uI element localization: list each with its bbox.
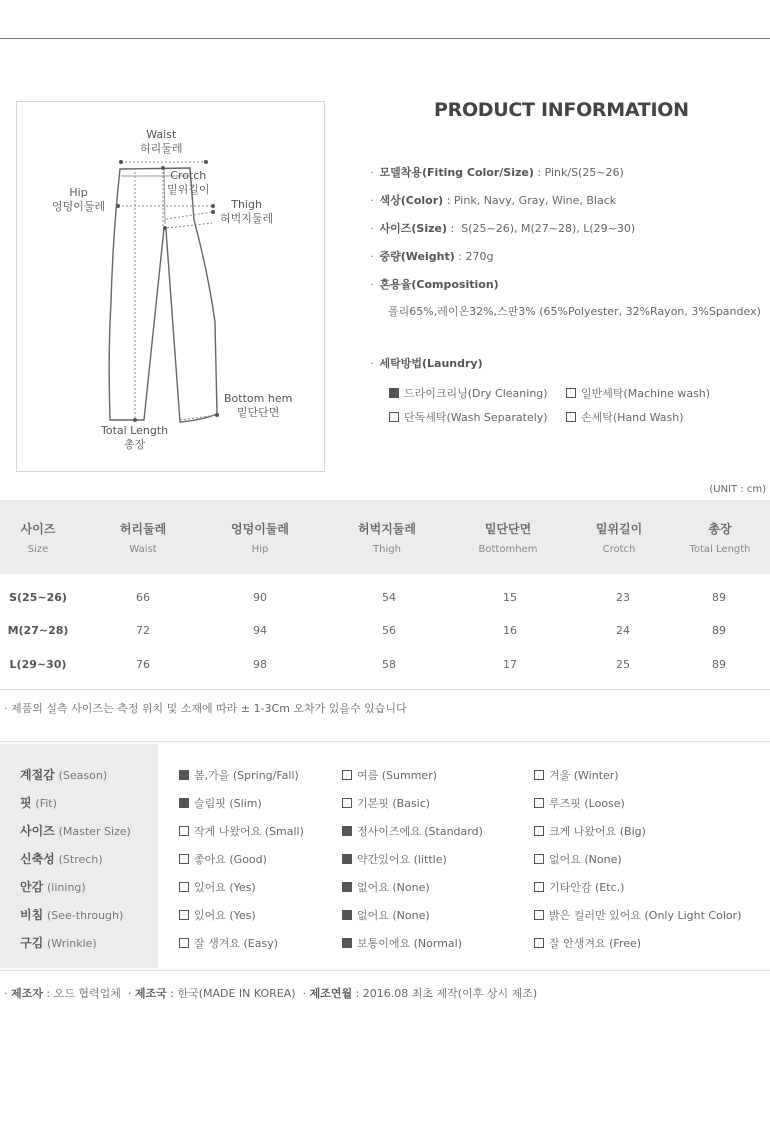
bottom-hem-label: Bottom hem 밑단단면 [224, 392, 293, 419]
attr-option: 정사이즈에요 (Standard) [342, 823, 483, 839]
crotch-label: Crotch 밑위길이 [167, 169, 210, 196]
info-row-composition: · 혼용율(Composition) [370, 278, 499, 291]
header-bottomhem: 밑단단면 Bottomhem [478, 522, 538, 555]
checkbox-empty-icon [534, 826, 544, 836]
checkbox-empty-icon [389, 412, 399, 422]
product-information-title: PRODUCT INFORMATION [434, 99, 689, 121]
checkbox-checked-icon [342, 910, 352, 920]
checkbox-empty-icon [179, 826, 189, 836]
table-row: S(25~26) 66 90 54 15 23 89 [9, 591, 726, 604]
manufacturer-info: · 제조자 : 오드 협력업체 · 제조국 : 한국(MADE IN KOREA) · 제조연월 : 2016.08 최초 제작(이후 상시 제조) [4, 987, 538, 1000]
checkbox-checked-icon [179, 770, 189, 780]
attr-option: 약간있어요 (little) [342, 851, 447, 867]
divider [0, 689, 770, 690]
attr-option: 잘 생겨요 (Easy) [179, 935, 278, 951]
attr-label-wrinkle: 구김 (Wrinkle) [20, 936, 97, 950]
info-row-laundry: · 세탁방법(Laundry) [370, 357, 483, 370]
attr-option: 밝은 컬러만 있어요 (Only Light Color) [534, 907, 741, 923]
attr-option: 겨울 (Winter) [534, 767, 619, 783]
checkbox-checked-icon [389, 388, 399, 398]
checkbox-empty-icon [179, 854, 189, 864]
laundry-dry-cleaning: 드라이크리닝(Dry Cleaning) [389, 385, 548, 401]
size-note: · 제품의 실측 사이즈는 측정 위치 및 소재에 따라 ± 1-3Cm 오차가 있을수 있습니다 [4, 702, 407, 715]
attr-option: 기타안감 (Etc.) [534, 879, 624, 895]
thigh-label: Thigh 허벅지둘레 [220, 198, 274, 225]
attr-option: 좋아요 (Good) [179, 851, 267, 867]
checkbox-empty-icon [534, 770, 544, 780]
checkbox-empty-icon [566, 412, 576, 422]
unit-label: (UNIT : cm) [709, 484, 766, 495]
attr-option: 없어요 (None) [534, 851, 622, 867]
header-thigh: 허벅지둘레 Thigh [358, 522, 416, 555]
attr-option: 있어요 (Yes) [179, 879, 256, 895]
attr-option: 잘 안생겨요 (Free) [534, 935, 641, 951]
checkbox-empty-icon [342, 798, 352, 808]
info-row-weight: · 중량(Weight) : 270g [370, 250, 494, 263]
checkbox-empty-icon [179, 938, 189, 948]
checkbox-empty-icon [534, 938, 544, 948]
checkbox-checked-icon [342, 826, 352, 836]
table-row: M(27~28) 72 94 56 16 24 89 [7, 624, 726, 637]
waist-label: Waist 허리둘레 [140, 128, 183, 155]
laundry-machine-wash: 일반세탁(Machine wash) [566, 385, 710, 401]
table-row: L(29~30) 76 98 58 17 25 89 [9, 658, 726, 671]
attr-option: 루즈핏 (Loose) [534, 795, 625, 811]
checkbox-empty-icon [342, 770, 352, 780]
attr-option: 없어요 (None) [342, 879, 430, 895]
header-hip: 엉덩이둘레 Hip [231, 522, 289, 555]
checkbox-checked-icon [179, 798, 189, 808]
attr-option: 크게 나왔어요 (Big) [534, 823, 646, 839]
attr-option: 작게 나왔어요 (Small) [179, 823, 304, 839]
laundry-hand-wash: 손세탁(Hand Wash) [566, 409, 684, 425]
attr-label-see-through: 비침 (See-through) [20, 908, 124, 922]
attr-option: 봄,가을 (Spring/Fall) [179, 767, 299, 783]
attr-label-season: 계절감 (Season) [20, 768, 108, 782]
checkbox-empty-icon [566, 388, 576, 398]
checkbox-empty-icon [179, 910, 189, 920]
attr-option: 슬림핏 (Slim) [179, 795, 262, 811]
laundry-wash-separately: 단독세탁(Wash Separately) [389, 409, 548, 425]
attr-option: 여름 (Summer) [342, 767, 437, 783]
pants-measurement-diagram [16, 101, 325, 472]
info-row-model: · 모델착용(Fiting Color/Size) : Pink/S(25~26) [370, 166, 624, 179]
hip-label: Hip 엉덩이둘레 [52, 186, 106, 213]
divider [0, 970, 770, 971]
header-size: 사이즈 Size [20, 522, 56, 555]
attr-label-stretch: 신축성 (Strech) [20, 852, 103, 866]
info-row-size: · 사이즈(Size) : S(25~26), M(27~28), L(29~30) [370, 222, 636, 235]
attr-option: 보통이에요 (Normal) [342, 935, 462, 951]
checkbox-empty-icon [534, 910, 544, 920]
header-waist: 허리둘레 Waist [119, 522, 167, 555]
header-total-length: 총장 Total Length [689, 522, 751, 555]
attr-option: 있어요 (Yes) [179, 907, 256, 923]
attr-option: 없어요 (None) [342, 907, 430, 923]
attr-label-lining: 안감 (lining) [20, 880, 86, 894]
checkbox-empty-icon [179, 882, 189, 892]
total-length-label: Total Length 총장 [101, 424, 169, 451]
attr-label-master-size: 사이즈 (Master Size) [20, 824, 131, 838]
top-divider [0, 38, 770, 39]
header-crotch: 밑위길이 Crotch [595, 522, 643, 555]
checkbox-checked-icon [342, 882, 352, 892]
composition-value: 폴리65%,레이온32%,스판3% (65%Polyester, 32%Rayon, 3%Spandex) [388, 305, 761, 318]
checkbox-checked-icon [342, 854, 352, 864]
divider [0, 741, 770, 742]
attr-label-fit: 핏 (Fit) [20, 796, 57, 810]
info-row-color: · 색상(Color) : Pink, Navy, Gray, Wine, Black [370, 194, 617, 207]
checkbox-empty-icon [534, 882, 544, 892]
attr-option: 기본핏 (Basic) [342, 795, 430, 811]
checkbox-checked-icon [342, 938, 352, 948]
checkbox-empty-icon [534, 854, 544, 864]
checkbox-empty-icon [534, 798, 544, 808]
